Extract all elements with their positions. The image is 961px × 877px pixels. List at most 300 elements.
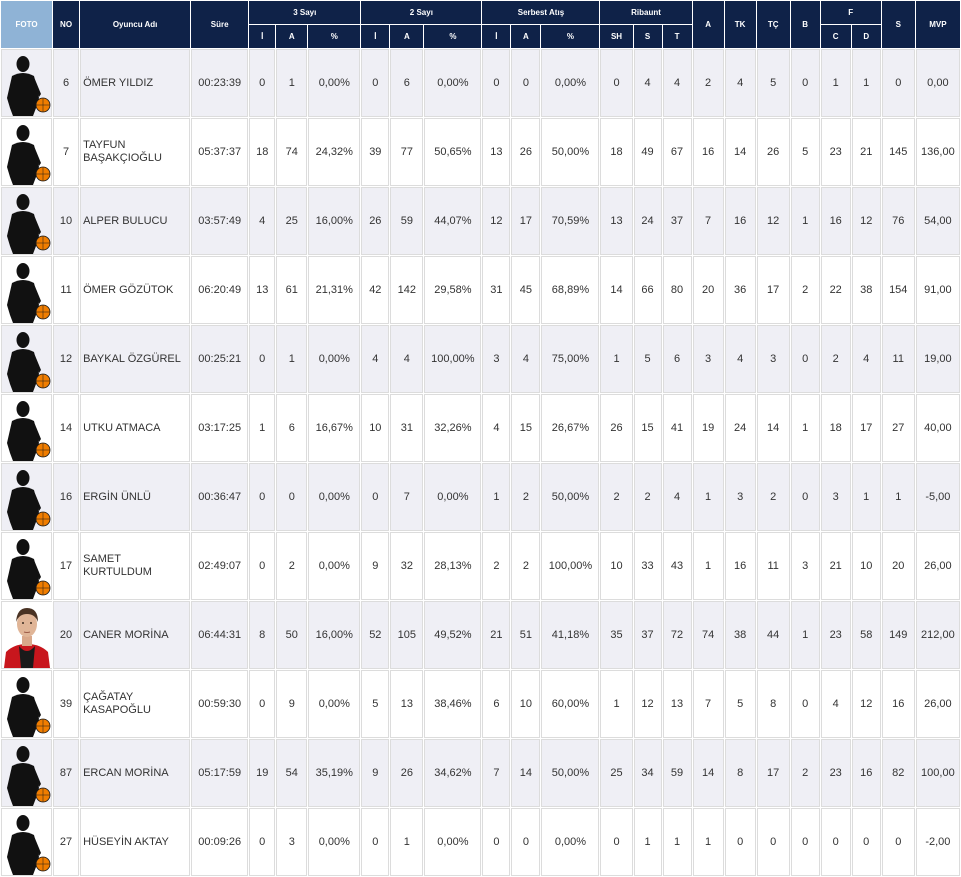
player-photo xyxy=(1,463,52,531)
defensive-rebounds: 49 xyxy=(634,118,662,186)
fouls-drawn: 12 xyxy=(852,670,881,738)
mvp-value: 100,00 xyxy=(916,739,960,807)
ft-pct: 75,00% xyxy=(541,325,599,393)
two-made: 26 xyxy=(361,187,389,255)
table-row xyxy=(1,49,960,117)
minutes-played: 00:25:21 xyxy=(191,325,248,393)
player-number: 11 xyxy=(53,256,79,324)
table-row xyxy=(1,808,960,876)
player-photo xyxy=(1,394,52,462)
ft-made: 3 xyxy=(482,325,510,393)
two-made: 0 xyxy=(361,808,389,876)
ft-pct: 70,59% xyxy=(541,187,599,255)
three-made: 18 xyxy=(249,118,275,186)
player-photo xyxy=(1,532,52,600)
points: 154 xyxy=(882,256,915,324)
mvp-value: 0,00 xyxy=(916,49,960,117)
player-number: 14 xyxy=(53,394,79,462)
fouls-drawn: 38 xyxy=(852,256,881,324)
three-pct: 16,00% xyxy=(308,601,360,669)
group-free-throw: Serbest Atış xyxy=(482,1,599,24)
two-pct: 44,07% xyxy=(424,187,481,255)
total-rebounds: 72 xyxy=(663,601,692,669)
player-number: 17 xyxy=(53,532,79,600)
three-pct: 35,19% xyxy=(308,739,360,807)
offensive-rebounds: 26 xyxy=(600,394,632,462)
defensive-rebounds: 12 xyxy=(634,670,662,738)
table-row xyxy=(1,394,960,462)
three-made: 0 xyxy=(249,808,275,876)
assists: 3 xyxy=(693,325,724,393)
offensive-rebounds: 1 xyxy=(600,670,632,738)
steals: 44 xyxy=(757,601,790,669)
group-two-point: 2 Sayı xyxy=(361,1,481,24)
ft-pct: 26,67% xyxy=(541,394,599,462)
player-silhouette-icon xyxy=(2,50,52,116)
defensive-rebounds: 24 xyxy=(634,187,662,255)
two-made: 10 xyxy=(361,394,389,462)
fouls-committed: 23 xyxy=(821,601,851,669)
minutes-played: 02:49:07 xyxy=(191,532,248,600)
player-number: 10 xyxy=(53,187,79,255)
two-made: 0 xyxy=(361,463,389,531)
points: 27 xyxy=(882,394,915,462)
ft-made: 6 xyxy=(482,670,510,738)
three-made: 8 xyxy=(249,601,275,669)
blocks: 0 xyxy=(791,670,820,738)
minutes-played: 05:37:37 xyxy=(191,118,248,186)
blocks: 2 xyxy=(791,739,820,807)
points: 20 xyxy=(882,532,915,600)
steals: 12 xyxy=(757,187,790,255)
steals: 26 xyxy=(757,118,790,186)
minutes-played: 03:57:49 xyxy=(191,187,248,255)
total-rebounds: 1 xyxy=(663,808,692,876)
col-ft-att: A xyxy=(511,25,540,48)
mvp-value: 40,00 xyxy=(916,394,960,462)
player-silhouette-icon xyxy=(2,809,52,875)
three-pct: 24,32% xyxy=(308,118,360,186)
col-steals: TÇ xyxy=(757,1,790,48)
ft-attempted: 2 xyxy=(511,532,540,600)
assists: 1 xyxy=(693,532,724,600)
two-attempted: 105 xyxy=(390,601,423,669)
ft-made: 13 xyxy=(482,118,510,186)
minutes-played: 00:23:39 xyxy=(191,49,248,117)
blocks: 2 xyxy=(791,256,820,324)
three-attempted: 1 xyxy=(276,325,307,393)
offensive-rebounds: 1 xyxy=(600,325,632,393)
two-attempted: 26 xyxy=(390,739,423,807)
two-pct: 50,65% xyxy=(424,118,481,186)
ft-made: 0 xyxy=(482,808,510,876)
steals: 17 xyxy=(757,256,790,324)
total-rebounds: 4 xyxy=(663,463,692,531)
turnovers: 16 xyxy=(725,187,756,255)
turnovers: 4 xyxy=(725,325,756,393)
three-attempted: 3 xyxy=(276,808,307,876)
fouls-drawn: 17 xyxy=(852,394,881,462)
player-number: 16 xyxy=(53,463,79,531)
two-pct: 32,26% xyxy=(424,394,481,462)
player-photo xyxy=(1,49,52,117)
total-rebounds: 67 xyxy=(663,118,692,186)
three-attempted: 74 xyxy=(276,118,307,186)
blocks: 3 xyxy=(791,532,820,600)
turnovers: 38 xyxy=(725,601,756,669)
fouls-committed: 23 xyxy=(821,739,851,807)
offensive-rebounds: 2 xyxy=(600,463,632,531)
three-made: 1 xyxy=(249,394,275,462)
two-pct: 38,46% xyxy=(424,670,481,738)
offensive-rebounds: 0 xyxy=(600,49,632,117)
player-name: TAYFUN BAŞAKÇIOĞLU xyxy=(80,118,190,186)
three-pct: 16,67% xyxy=(308,394,360,462)
fouls-committed: 22 xyxy=(821,256,851,324)
mvp-value: 54,00 xyxy=(916,187,960,255)
three-pct: 16,00% xyxy=(308,187,360,255)
fouls-drawn: 4 xyxy=(852,325,881,393)
points: 82 xyxy=(882,739,915,807)
fouls-committed: 4 xyxy=(821,670,851,738)
player-silhouette-icon xyxy=(2,326,52,392)
ft-attempted: 15 xyxy=(511,394,540,462)
assists: 16 xyxy=(693,118,724,186)
two-pct: 0,00% xyxy=(424,463,481,531)
turnovers: 24 xyxy=(725,394,756,462)
col-turnovers: TK xyxy=(725,1,756,48)
assists: 74 xyxy=(693,601,724,669)
player-photo xyxy=(1,739,52,807)
player-name: ÖMER GÖZÜTOK xyxy=(80,256,190,324)
two-attempted: 4 xyxy=(390,325,423,393)
offensive-rebounds: 25 xyxy=(600,739,632,807)
col-2p-att: A xyxy=(390,25,423,48)
player-number: 6 xyxy=(53,49,79,117)
minutes-played: 06:44:31 xyxy=(191,601,248,669)
steals: 5 xyxy=(757,49,790,117)
offensive-rebounds: 13 xyxy=(600,187,632,255)
turnovers: 3 xyxy=(725,463,756,531)
col-3p-made: İ xyxy=(249,25,275,48)
two-made: 52 xyxy=(361,601,389,669)
ft-made: 2 xyxy=(482,532,510,600)
table-row xyxy=(1,601,960,669)
player-name: ALPER BULUCU xyxy=(80,187,190,255)
ft-attempted: 51 xyxy=(511,601,540,669)
two-attempted: 6 xyxy=(390,49,423,117)
ft-attempted: 26 xyxy=(511,118,540,186)
two-pct: 0,00% xyxy=(424,808,481,876)
two-pct: 34,62% xyxy=(424,739,481,807)
points: 0 xyxy=(882,808,915,876)
mvp-value: -2,00 xyxy=(916,808,960,876)
steals: 14 xyxy=(757,394,790,462)
fouls-committed: 1 xyxy=(821,49,851,117)
ft-made: 7 xyxy=(482,739,510,807)
col-no: NO xyxy=(53,1,79,48)
player-photo xyxy=(1,256,52,324)
steals: 3 xyxy=(757,325,790,393)
assists: 1 xyxy=(693,463,724,531)
ft-attempted: 14 xyxy=(511,739,540,807)
ft-pct: 0,00% xyxy=(541,49,599,117)
assists: 19 xyxy=(693,394,724,462)
three-pct: 0,00% xyxy=(308,463,360,531)
player-number: 12 xyxy=(53,325,79,393)
ft-made: 31 xyxy=(482,256,510,324)
minutes-played: 03:17:25 xyxy=(191,394,248,462)
fouls-committed: 18 xyxy=(821,394,851,462)
player-silhouette-icon xyxy=(2,533,52,599)
three-made: 0 xyxy=(249,325,275,393)
three-pct: 0,00% xyxy=(308,325,360,393)
player-portrait xyxy=(2,602,52,668)
two-made: 39 xyxy=(361,118,389,186)
three-made: 0 xyxy=(249,49,275,117)
two-pct: 29,58% xyxy=(424,256,481,324)
player-name: ÇAĞATAY KASAPOĞLU xyxy=(80,670,190,738)
table-row xyxy=(1,739,960,807)
ft-attempted: 0 xyxy=(511,49,540,117)
table-row xyxy=(1,463,960,531)
player-name: ERCAN MORİNA xyxy=(80,739,190,807)
defensive-rebounds: 15 xyxy=(634,394,662,462)
total-rebounds: 13 xyxy=(663,670,692,738)
total-rebounds: 59 xyxy=(663,739,692,807)
player-photo xyxy=(1,325,52,393)
col-blocks: B xyxy=(791,1,820,48)
player-number: 87 xyxy=(53,739,79,807)
two-made: 5 xyxy=(361,670,389,738)
fouls-committed: 23 xyxy=(821,118,851,186)
defensive-rebounds: 5 xyxy=(634,325,662,393)
ft-attempted: 0 xyxy=(511,808,540,876)
fouls-committed: 2 xyxy=(821,325,851,393)
two-made: 9 xyxy=(361,532,389,600)
col-reb-def: S xyxy=(634,25,662,48)
two-attempted: 7 xyxy=(390,463,423,531)
col-ft-pct: % xyxy=(541,25,599,48)
fouls-committed: 21 xyxy=(821,532,851,600)
fouls-drawn: 12 xyxy=(852,187,881,255)
col-reb-total: T xyxy=(663,25,692,48)
player-number: 20 xyxy=(53,601,79,669)
table-row xyxy=(1,118,960,186)
points: 11 xyxy=(882,325,915,393)
table-row xyxy=(1,325,960,393)
defensive-rebounds: 34 xyxy=(634,739,662,807)
fouls-drawn: 21 xyxy=(852,118,881,186)
assists: 14 xyxy=(693,739,724,807)
two-attempted: 59 xyxy=(390,187,423,255)
ft-pct: 100,00% xyxy=(541,532,599,600)
turnovers: 36 xyxy=(725,256,756,324)
turnovers: 4 xyxy=(725,49,756,117)
ft-pct: 0,00% xyxy=(541,808,599,876)
col-reb-off: SH xyxy=(600,25,632,48)
ft-pct: 50,00% xyxy=(541,739,599,807)
mvp-value: 212,00 xyxy=(916,601,960,669)
turnovers: 8 xyxy=(725,739,756,807)
minutes-played: 06:20:49 xyxy=(191,256,248,324)
three-pct: 0,00% xyxy=(308,49,360,117)
defensive-rebounds: 37 xyxy=(634,601,662,669)
fouls-drawn: 0 xyxy=(852,808,881,876)
fouls-drawn: 58 xyxy=(852,601,881,669)
fouls-drawn: 16 xyxy=(852,739,881,807)
ft-attempted: 4 xyxy=(511,325,540,393)
minutes-played: 00:09:26 xyxy=(191,808,248,876)
offensive-rebounds: 35 xyxy=(600,601,632,669)
ft-pct: 68,89% xyxy=(541,256,599,324)
total-rebounds: 41 xyxy=(663,394,692,462)
mvp-value: 26,00 xyxy=(916,532,960,600)
defensive-rebounds: 4 xyxy=(634,49,662,117)
blocks: 5 xyxy=(791,118,820,186)
two-pct: 49,52% xyxy=(424,601,481,669)
ft-made: 21 xyxy=(482,601,510,669)
player-silhouette-icon xyxy=(2,395,52,461)
two-made: 9 xyxy=(361,739,389,807)
col-ft-made: İ xyxy=(482,25,510,48)
group-fouls: F xyxy=(821,1,881,24)
ft-made: 1 xyxy=(482,463,510,531)
two-pct: 100,00% xyxy=(424,325,481,393)
three-made: 0 xyxy=(249,463,275,531)
steals: 17 xyxy=(757,739,790,807)
blocks: 0 xyxy=(791,463,820,531)
defensive-rebounds: 2 xyxy=(634,463,662,531)
player-photo xyxy=(1,670,52,738)
mvp-value: 19,00 xyxy=(916,325,960,393)
turnovers: 14 xyxy=(725,118,756,186)
two-made: 0 xyxy=(361,49,389,117)
mvp-value: 136,00 xyxy=(916,118,960,186)
two-attempted: 1 xyxy=(390,808,423,876)
ft-made: 0 xyxy=(482,49,510,117)
col-fouls-drawn: D xyxy=(852,25,881,48)
steals: 0 xyxy=(757,808,790,876)
fouls-drawn: 1 xyxy=(852,463,881,531)
three-attempted: 61 xyxy=(276,256,307,324)
minutes-played: 00:59:30 xyxy=(191,670,248,738)
col-assists: A xyxy=(693,1,724,48)
blocks: 0 xyxy=(791,49,820,117)
fouls-committed: 0 xyxy=(821,808,851,876)
two-made: 4 xyxy=(361,325,389,393)
two-made: 42 xyxy=(361,256,389,324)
three-pct: 21,31% xyxy=(308,256,360,324)
player-name: BAYKAL ÖZGÜREL xyxy=(80,325,190,393)
three-attempted: 54 xyxy=(276,739,307,807)
steals: 8 xyxy=(757,670,790,738)
offensive-rebounds: 10 xyxy=(600,532,632,600)
assists: 7 xyxy=(693,187,724,255)
col-points: S xyxy=(882,1,915,48)
offensive-rebounds: 0 xyxy=(600,808,632,876)
table-row xyxy=(1,256,960,324)
table-row xyxy=(1,670,960,738)
col-2p-pct: % xyxy=(424,25,481,48)
player-rows xyxy=(1,49,960,876)
minutes-played: 05:17:59 xyxy=(191,739,248,807)
assists: 2 xyxy=(693,49,724,117)
total-rebounds: 6 xyxy=(663,325,692,393)
steals: 2 xyxy=(757,463,790,531)
mvp-value: 26,00 xyxy=(916,670,960,738)
player-silhouette-icon xyxy=(2,464,52,530)
col-fouls-committed: C xyxy=(821,25,851,48)
three-attempted: 6 xyxy=(276,394,307,462)
assists: 20 xyxy=(693,256,724,324)
offensive-rebounds: 14 xyxy=(600,256,632,324)
player-name: ÖMER YILDIZ xyxy=(80,49,190,117)
col-player-name: Oyuncu Adı xyxy=(80,1,190,48)
blocks: 1 xyxy=(791,187,820,255)
group-three-point: 3 Sayı xyxy=(249,1,360,24)
points: 0 xyxy=(882,49,915,117)
ft-made: 12 xyxy=(482,187,510,255)
three-pct: 0,00% xyxy=(308,808,360,876)
three-made: 19 xyxy=(249,739,275,807)
blocks: 1 xyxy=(791,394,820,462)
col-time: Süre xyxy=(191,1,248,48)
ft-pct: 41,18% xyxy=(541,601,599,669)
two-pct: 28,13% xyxy=(424,532,481,600)
player-number: 27 xyxy=(53,808,79,876)
ft-pct: 50,00% xyxy=(541,118,599,186)
two-attempted: 31 xyxy=(390,394,423,462)
player-name: SAMET KURTULDUM xyxy=(80,532,190,600)
player-name: ERGİN ÜNLÜ xyxy=(80,463,190,531)
points: 145 xyxy=(882,118,915,186)
player-photo xyxy=(1,601,52,669)
table-row xyxy=(1,532,960,600)
fouls-drawn: 1 xyxy=(852,49,881,117)
turnovers: 16 xyxy=(725,532,756,600)
ft-attempted: 10 xyxy=(511,670,540,738)
ft-attempted: 17 xyxy=(511,187,540,255)
three-attempted: 50 xyxy=(276,601,307,669)
ft-pct: 60,00% xyxy=(541,670,599,738)
mvp-value: -5,00 xyxy=(916,463,960,531)
player-name: UTKU ATMACA xyxy=(80,394,190,462)
col-mvp: MVP xyxy=(916,1,960,48)
ft-attempted: 2 xyxy=(511,463,540,531)
group-rebound: Ribaunt xyxy=(600,1,691,24)
player-silhouette-icon xyxy=(2,188,52,254)
two-attempted: 142 xyxy=(390,256,423,324)
three-made: 0 xyxy=(249,670,275,738)
mvp-value: 91,00 xyxy=(916,256,960,324)
player-number: 39 xyxy=(53,670,79,738)
points: 16 xyxy=(882,670,915,738)
three-made: 4 xyxy=(249,187,275,255)
total-rebounds: 37 xyxy=(663,187,692,255)
player-silhouette-icon xyxy=(2,257,52,323)
three-attempted: 2 xyxy=(276,532,307,600)
two-attempted: 13 xyxy=(390,670,423,738)
points: 149 xyxy=(882,601,915,669)
player-silhouette-icon xyxy=(2,740,52,806)
player-silhouette-icon xyxy=(2,671,52,737)
three-pct: 0,00% xyxy=(308,670,360,738)
player-number: 7 xyxy=(53,118,79,186)
two-attempted: 77 xyxy=(390,118,423,186)
fouls-drawn: 10 xyxy=(852,532,881,600)
blocks: 0 xyxy=(791,325,820,393)
